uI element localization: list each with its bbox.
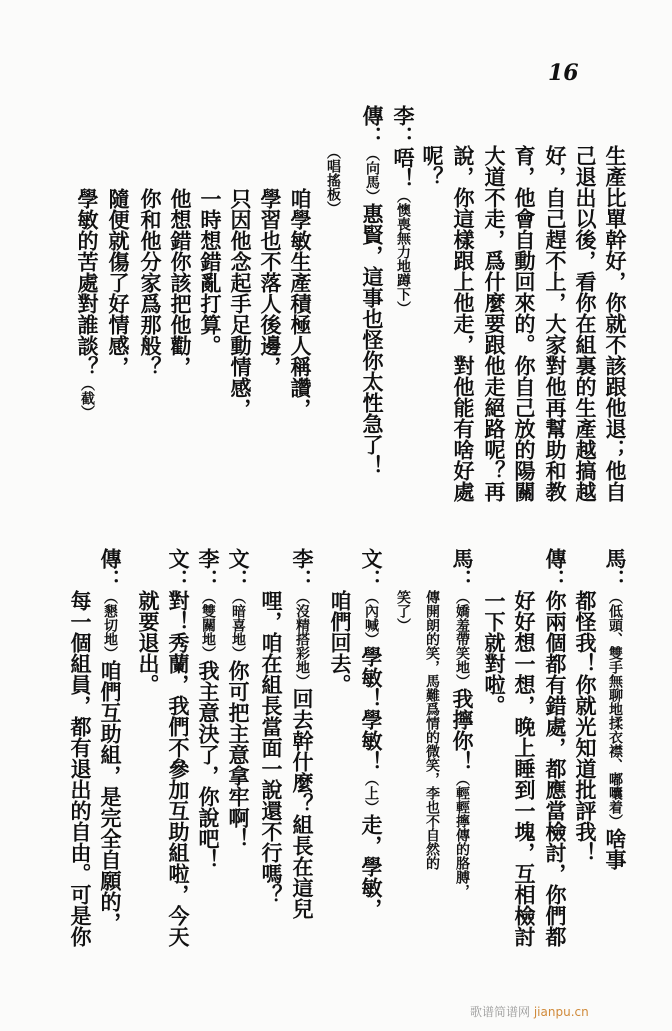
dialogue-text: 每一個組員，都有退出的自由。可是你: [68, 590, 93, 947]
watermark-url: jianpu.cn: [533, 1005, 589, 1019]
speaker-line: [603, 548, 627, 870]
speaker-name: 文：: [166, 548, 191, 590]
stage-direction: （懇切地）: [102, 590, 118, 660]
dialogue-text: 好好想一想，晚上睡到一塊，互相檢討: [512, 590, 537, 947]
speaker-line: [226, 548, 250, 849]
text-column: [75, 188, 99, 419]
text-column: [482, 145, 506, 502]
speaker-line: [166, 548, 190, 947]
dialogue-text: 一下就對啦。: [482, 590, 507, 716]
text-column: [603, 145, 627, 502]
speaker-line: [98, 548, 122, 933]
text-column: [328, 590, 352, 695]
speaker-name: 李：: [290, 548, 315, 590]
dialogue-text: 生產比單幹好，你就不該跟他退；他自: [603, 145, 628, 502]
speaker-name: 李：: [196, 548, 221, 590]
speaker-line: [450, 548, 474, 898]
text-column: [168, 188, 192, 377]
text-column: [68, 590, 92, 947]
text-column: [512, 145, 536, 502]
stage-direction: （向馬）: [364, 147, 380, 203]
text-column: [321, 145, 345, 215]
stage-direction: （懊喪無力地蹲下）: [395, 189, 411, 315]
page-number: 16: [548, 60, 579, 86]
dialogue-text: 你可把主意拿牢啊！: [226, 660, 251, 849]
dialogue-text: 育，他會自動回來的。你自己放的陽關: [512, 145, 537, 502]
dialogue-text: 你兩個都有錯處，都應當檢討，你們都: [543, 590, 568, 947]
watermark-site-name: 歌谱简谱网: [470, 1005, 531, 1019]
dialogue-text: 我擰你！: [450, 688, 475, 772]
song-lyric: 隨便就傷了好情感，: [106, 188, 131, 377]
stage-direction: （唱搖板）: [325, 145, 341, 215]
song-lyric: 只因他念起手足動情感，: [228, 188, 253, 419]
text-column: [573, 590, 597, 863]
speaker-name: 文：: [226, 548, 251, 590]
stage-direction: （低頭、雙手無聊地揉衣襟、嘟囔着）: [607, 590, 623, 828]
text-column: [451, 145, 475, 502]
dialogue-text: 哩，咱在組長當面一說還不行嗎？: [259, 590, 284, 905]
speaker-name: 傳：: [543, 548, 568, 590]
text-column: [391, 590, 415, 632]
text-column: [420, 145, 444, 187]
dialogue-text: 說，你這樣跟上他走，對他能有啥好處: [451, 145, 476, 502]
text-column: [228, 188, 252, 419]
speaker-name: 傳：: [360, 105, 385, 147]
text-column: [198, 188, 222, 356]
stage-direction: （雙關地）: [200, 590, 216, 660]
text-column: [136, 590, 160, 695]
song-lyric: 他想錯你該把他勸，: [168, 188, 193, 377]
song-lyric: 咱學敏生產積極人稱讚，: [288, 188, 313, 419]
text-column: [482, 590, 506, 716]
song-lyric: 你和他分家爲那般？: [138, 188, 163, 377]
dialogue-text: 走，學敏，: [359, 814, 384, 919]
speaker-name: 馬：: [450, 548, 475, 590]
text-column: [288, 188, 312, 419]
text-column: [106, 188, 130, 377]
dialogue-text: 唔！: [391, 147, 416, 189]
dialogue-text: 我主意決了，你說吧！: [196, 660, 221, 870]
dialogue-text: 啥事: [603, 828, 628, 870]
text-column: [573, 145, 597, 502]
dialogue-text: 惠賢，這事也怪你太性急了！: [360, 203, 385, 476]
dialogue-text: 咱們回去。: [328, 590, 353, 695]
stage-direction: 傳開朗的笑，馬難爲情的微笑，李也不自然的: [424, 590, 440, 870]
text-column: [258, 188, 282, 377]
speaker-line: [359, 548, 383, 919]
dialogue-text: 大道不走，爲什麼要跟他走絕路呢？再: [482, 145, 507, 502]
song-lyric: 一時想錯亂打算。: [198, 188, 223, 356]
dialogue-text: 己退出以後，看你在組裏的生產越搞越: [573, 145, 598, 502]
stage-direction: （沒精搭彩地）: [294, 590, 310, 688]
dialogue-text: 都怪我！你就光知道批評我！: [573, 590, 598, 863]
dialogue-text: 回去幹什麼？組長在這兒: [290, 688, 315, 919]
speaker-line: [290, 548, 314, 919]
dialogue-text: 咱們互助組，是完全自願的，: [98, 660, 123, 933]
dialogue-text: 學敏！學敏！: [359, 646, 384, 772]
stage-direction: （截）: [79, 377, 95, 419]
stage-direction: （內喊）: [363, 590, 379, 646]
speaker-line: [391, 105, 415, 315]
speaker-name: 文：: [359, 548, 384, 590]
text-column: [259, 590, 283, 905]
text-column: [138, 188, 162, 377]
text-column: [512, 590, 536, 947]
dialogue-text: 對！秀蘭，我們不參加互助組啦，今天: [166, 590, 191, 947]
dialogue-text: 好，自己趕不上，大家對他再幫助和教: [543, 145, 568, 502]
stage-direction: （暗喜地）: [230, 590, 246, 660]
dialogue-text: 就要退出。: [136, 590, 161, 695]
speaker-name: 傳：: [98, 548, 123, 590]
speaker-line: [360, 105, 384, 476]
stage-direction: （輕輕擰傳的胳膊，: [454, 772, 470, 898]
song-lyric: 學習也不落人後邊，: [258, 188, 283, 377]
text-column: [543, 145, 567, 502]
text-column: [420, 590, 444, 870]
speaker-name: 馬：: [603, 548, 628, 590]
stage-direction: （嬌羞帶笑地）: [454, 590, 470, 688]
song-lyric: 學敏的苦處對誰談？: [75, 188, 100, 377]
speaker-line: [543, 548, 567, 947]
speaker-line: [196, 548, 220, 870]
stage-direction: （上）: [363, 772, 379, 814]
speaker-name: 李：: [391, 105, 416, 147]
watermark: [470, 1003, 589, 1020]
stage-direction: 笑了）: [395, 590, 411, 632]
dialogue-text: 呢？: [420, 145, 445, 187]
